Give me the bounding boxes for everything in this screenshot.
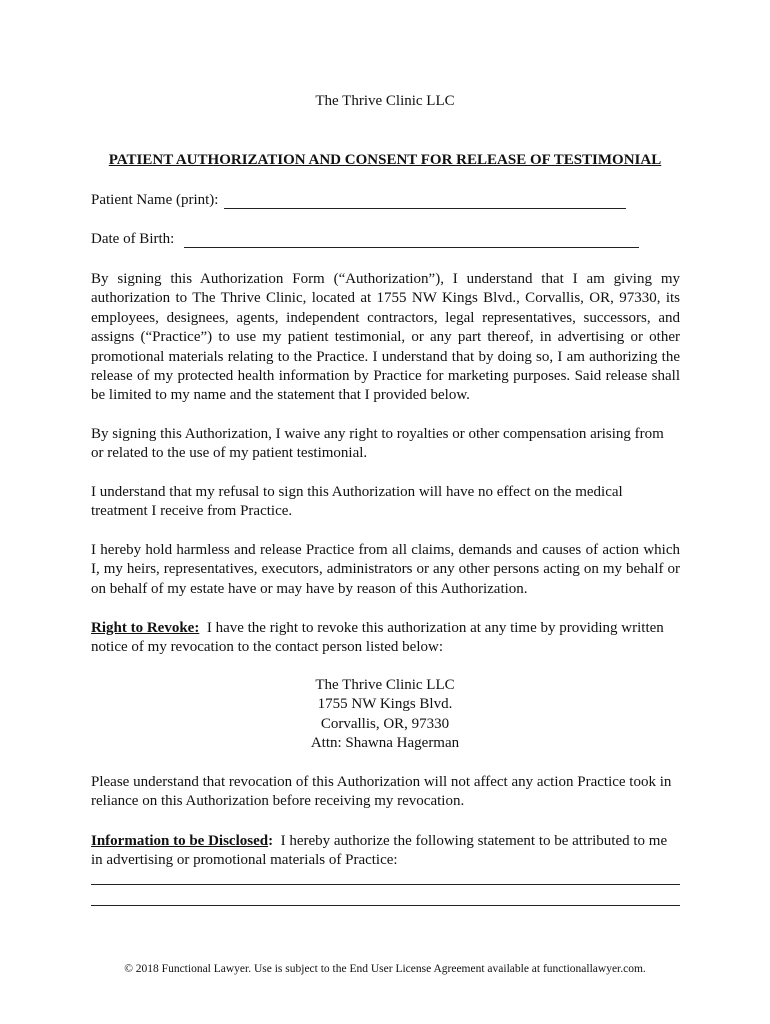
disclosed-text: I hereby authorize the following statement to be attributed to me in advertising or promotional materials of Practice: (91, 833, 671, 869)
address-attn: Attn: Shawna Hagerman (310, 735, 460, 752)
revoke-label: Right to Revoke: (91, 620, 200, 636)
dob-row (91, 231, 639, 248)
revocation-effect-paragraph: Please understand that revocation of this Authorization will not affect any action Practice took in reliance on this Authorization before receiving my revocation. (91, 774, 672, 810)
address-city: Corvallis, OR, 97330 (320, 715, 450, 732)
clinic-title: The Thrive Clinic LLC (315, 93, 455, 109)
dob-field[interactable] (184, 233, 639, 248)
revoke-paragraph (91, 619, 680, 658)
statement-line-1[interactable] (91, 884, 680, 885)
document-heading: PATIENT AUTHORIZATION AND CONSENT FOR RELEASE OF TESTIMONIAL (108, 152, 662, 168)
statement-line-2[interactable] (91, 905, 680, 906)
royalties-paragraph: By signing this Authorization, I waive any right to royalties or other compensation arising from or related to the use of my patient testimonial. (91, 426, 664, 462)
dob-label: Date of Birth: (91, 231, 175, 247)
address-name: The Thrive Clinic LLC (315, 677, 455, 693)
disclosed-colon: : (268, 833, 274, 849)
disclosed-label: Information to be Disclosed (91, 833, 269, 849)
patient-name-field[interactable] (224, 194, 626, 209)
footer-copyright: © 2018 Functional Lawyer. Use is subject to the End User License Agreement available at functionallawyer.com. (124, 963, 646, 975)
disclosed-paragraph (91, 832, 680, 871)
revoke-text: I have the right to revoke this authorization at any time by providing written notice of my revocation to the contact person listed below: (91, 620, 668, 656)
refusal-paragraph: I understand that my refusal to sign this Authorization will have no effect on the medical treatment I receive from Practice. (91, 484, 623, 520)
patient-name-row (91, 192, 626, 209)
contact-address (0, 676, 770, 754)
address-street: 1755 NW Kings Blvd. (317, 696, 453, 713)
patient-name-label: Patient Name (print): (91, 192, 219, 208)
harmless-paragraph: I hereby hold harmless and release Practice from all claims, demands and causes of action which I, my heirs, representatives, executors, administrators or any other persons acting on my behalf or on behalf of my estate have or may have by reason of this Authorization. (91, 542, 680, 597)
authorization-paragraph: By signing this Authorization Form (“Authorization”), I understand that I am giving my authorization to The Thrive Clinic, located at 1755 NW Kings Blvd., Corvallis, OR, 97330, its employees, designees, agents, independent contractors, legal representatives, successors, and assigns (“Practice”) to use my patient testimonial, or any part thereof, in advertising or other promotional materials relating to the Practice. I understand that by doing so, I am authorizing the release of my protected health information by Practice for marketing purposes. Said release shall be limited to my name and the statement that I provided below. (91, 271, 680, 404)
